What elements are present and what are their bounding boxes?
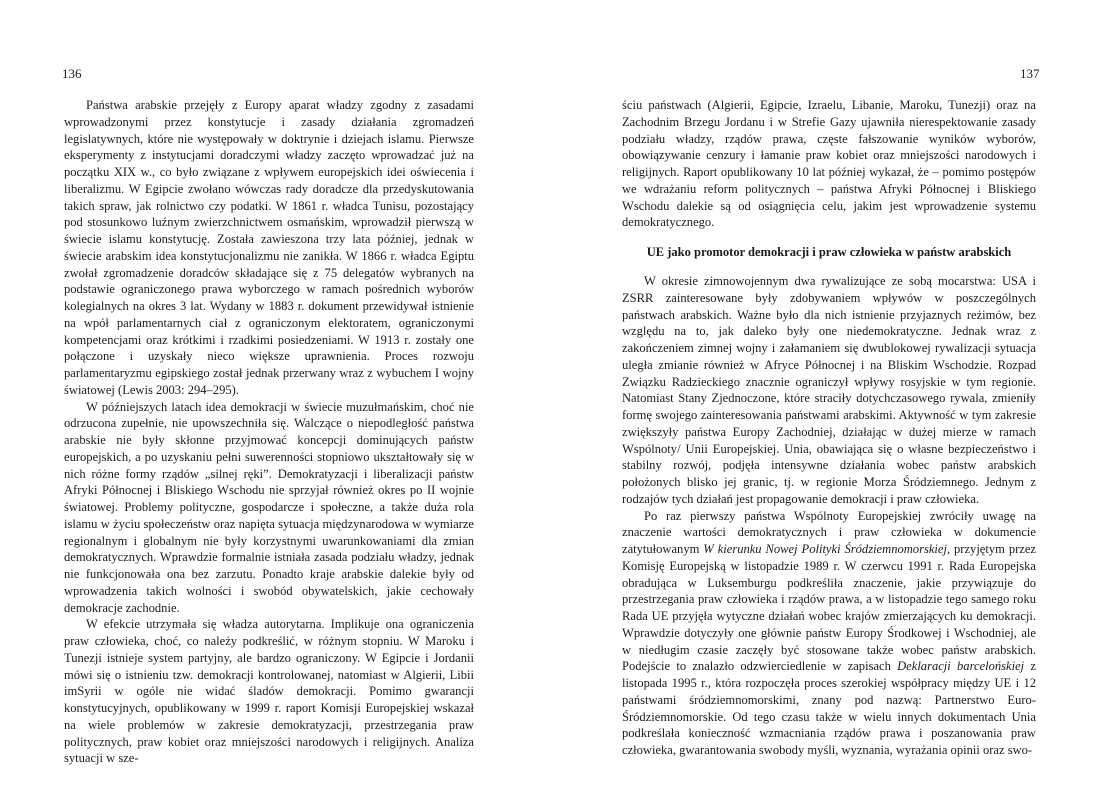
paragraph-text: z listopada 1995 r., która rozpoczęła proces szerokiej współpracy między UE i 12 państwami śródziemnomorskimi, znany pod nazwą: Partnerstwo Euro-Śródziemnomorskie. Od tego czasu także w wielu innych dokumentach Unia podkreślała konieczność wzmacniania rządów prawa i poszanowania praw człowieka, gwarantowania swobody myśli, wyznania, wyrażania opinii oraz swo- — [622, 659, 1036, 757]
right-page-body — [622, 97, 1036, 759]
paragraph-text: Po raz pierwszy państwa Wspólnoty Europejskiej zwróciły uwagę na znaczenie wartości demokratycznych i praw człowieka w dokumencie zatytułowanym — [622, 508, 1036, 556]
paragraph: W późniejszych latach idea demokracji w świecie muzułmańskim, choć nie odrzucona zupełnie, nie upowszechniła się. Walczące o niepodległość państwa arabskie nie były skłonne przyjmować koncepcji dominujących państw europejskich, a po uzyskaniu pełni suwerenności stopniowo ukształtowały się w nich różne formy rządów „silnej ręki”. Demokratyzacji i liberalizacji państw Afryki Północnej i Bliskiego Wschodu nie sprzyjał również okres po II wojnie światowej. Problemy polityczne, gospodarcze i społeczne, a także duża rola islamu w życiu społeczeństw oraz napięta sytuacja międzynarodowa w wymiarze regionalnym i globalnym nie były korzystnymi uwarunkowaniami dla zmian demokratycznych. Wprawdzie formalnie istniała zasada podziału władzy, jednak nie funkcjonowała ona bez zarzutu. Ponadto kraje arabskie dalekie były od wprowadzenia takich wolności i swobód obywatelskich, jakie cechowały demokracje zachodnie. — [64, 399, 474, 615]
page-number-left: 136 — [62, 66, 82, 81]
document-title-italic: Deklaracji barcelońskiej — [897, 659, 1025, 674]
paragraph-continued: ściu państwach (Algierii, Egipcie, Izraelu, Libanie, Maroku, Tunezji) oraz na Zachodnim Brzegu Jordanu i w Strefie Gazy ujawniła nierespektowanie zasady podziału władzy, rządów prawa, częste fałszowanie wyników wyborów, obowiązywanie cenzury i łamanie praw kobiet oraz mniejszości narodowych i religijnych. Raport opublikowany 10 lat później wykazał, że – pomimo postępów we wdrażaniu reform politycznych – państwa Afryki Północnej i Bliskiego Wschodu dalekie są od osiągnięcia celu, jakim jest wprowadzenie systemu demokratycznego. — [622, 98, 1036, 230]
page-number-right: 137 — [1020, 66, 1040, 81]
document-title-italic: W kierunku Nowej Polityki Śródziemnomorskiej — [703, 542, 947, 556]
paragraph — [622, 508, 1036, 759]
paragraph-text: , przyjętym przez Komisję Europejską w listopadzie 1989 r. W czerwcu 1991 r. Rada Europejska obradująca w Luksemburgu podkreśliła znaczenie, jakie przywiązuje do przestrzegania praw człowieka i rządów prawa, a w listopadzie tego samego roku Rada UE przyjęła wytyczne działań wobec krajów zmierzających ku demokracji. Wprawdzie dotyczyły one głównie państw Europy Środkowej i Wschodniej, ale w niedługim czasie zaczęły być stosowane także wobec państw arabskich. Podejście to znalazło odzwierciedlenie w zapisach — [622, 542, 1036, 674]
paragraph: Państwa arabskie przejęły z Europy aparat władzy zgodny z zasadami wprowadzonymi przez konstytucje i zasady działania zgromadzeń legislatywnych, które nie występowały w doktrynie i dziejach islamu. Pierwsze eksperymenty z instytucjami doradczymi władzy zaczęto wprowadzać już na początku XIX w., co było związane z wpływem europejskich idei oświecenia i liberalizmu. W Egipcie zwołano wówczas rady doradcze dla przedyskutowania takich spraw, jak rolnictwo czy podatki. W 1861 r. władca Tunisu, pozostający pod stosunkowo luźnym zwierzchnictwem osmańskim, wprowadził pierwszą w świecie islamu konstytucję. Została zawieszona trzy lata później, jednak w świecie arabskim idea konstytucjonalizmu nie zanikła. W 1866 r. władca Egiptu zwołał zgromadzenie doradców składające się z 75 delegatów wybranych na podstawie ograniczonego prawa wyborczego w ramach pośrednich wyborów kolegialnych na okres 3 lat. Wydany w 1883 r. dokument przewidywał istnienie na wpół parlamentarnych ciał z ograniczonym elektoratem, ograniczonymi kompetencjami oraz krótkimi i rzadkimi posiedzeniami. W 1913 r. zostały one połączone i uzyskały nieco większe uprawnienia. Proces rozwoju parlamentaryzmu egipskiego został jednak przerwany wraz z wybuchem I wojny światowej (Lewis 2003: 294–295). — [64, 98, 474, 397]
paragraph: W okresie zimnowojennym dwa rywalizujące ze sobą mocarstwa: USA i ZSRR zainteresowane były zdobywaniem wpływów w poszczególnych państwach arabskich. Ważne było dla nich istnienie przyjaznych reżimów, bez względu na to, jak daleko były one niedemokratyczne. Jednak wraz z zakończeniem zimnej wojny i załamaniem się dwublokowej rywalizacji sytuacja uległa zmianie również w Afryce Północnej i na Bliskim Wschodzie. Rozpad Związku Radzieckiego znacznie ograniczył wpływy rosyjskie w tym regionie. Natomiast Stany Zjednoczone, które straciły dotychczasowego rywala, zmieniły formę swojego zainteresowania państwami arabskimi. Aktywność w tym zakresie zwiększyły państwa Europy Zachodniej, działając w dużej mierze w ramach Wspólnoty/ Unii Europejskiej. Unia, obawiająca się o własne bezpieczeństwo i stabilny rozwój, podjęła intensywne działania wobec państw arabskich położonych blisko jej granic, tj. w regionie Morza Śródziemnego. Jednym z rodzajów tych działań jest propagowanie demokracji i praw człowieka. — [622, 274, 1036, 506]
section-heading: UE jako promotor demokracji i praw człowieka w państw arabskich — [646, 245, 1012, 259]
left-page-body — [64, 97, 474, 767]
paragraph: W efekcie utrzymała się władza autorytarna. Implikuje ona ograniczenia praw człowieka, choć, co należy podkreślić, w różnym stopniu. W Maroku i Tunezji istnieje system partyjny, ale bardzo ograniczony. W Egipcie i Jordanii mówi się o istnieniu tzw. demokracji kontrolowanej, natomiast w Algierii, Libii imSyrii w ogóle nie widać śladów demokracji. Pomimo gwarancji konstytucyjnych, opublikowany w 1999 r. raport Komisji Europejskiej wskazał na wiele problemów w zakresie demokratyzacji, przestrzegania praw politycznych, praw kobiet oraz mniejszości narodowych i religijnych. Analiza sytuacji w sze- — [64, 617, 474, 766]
